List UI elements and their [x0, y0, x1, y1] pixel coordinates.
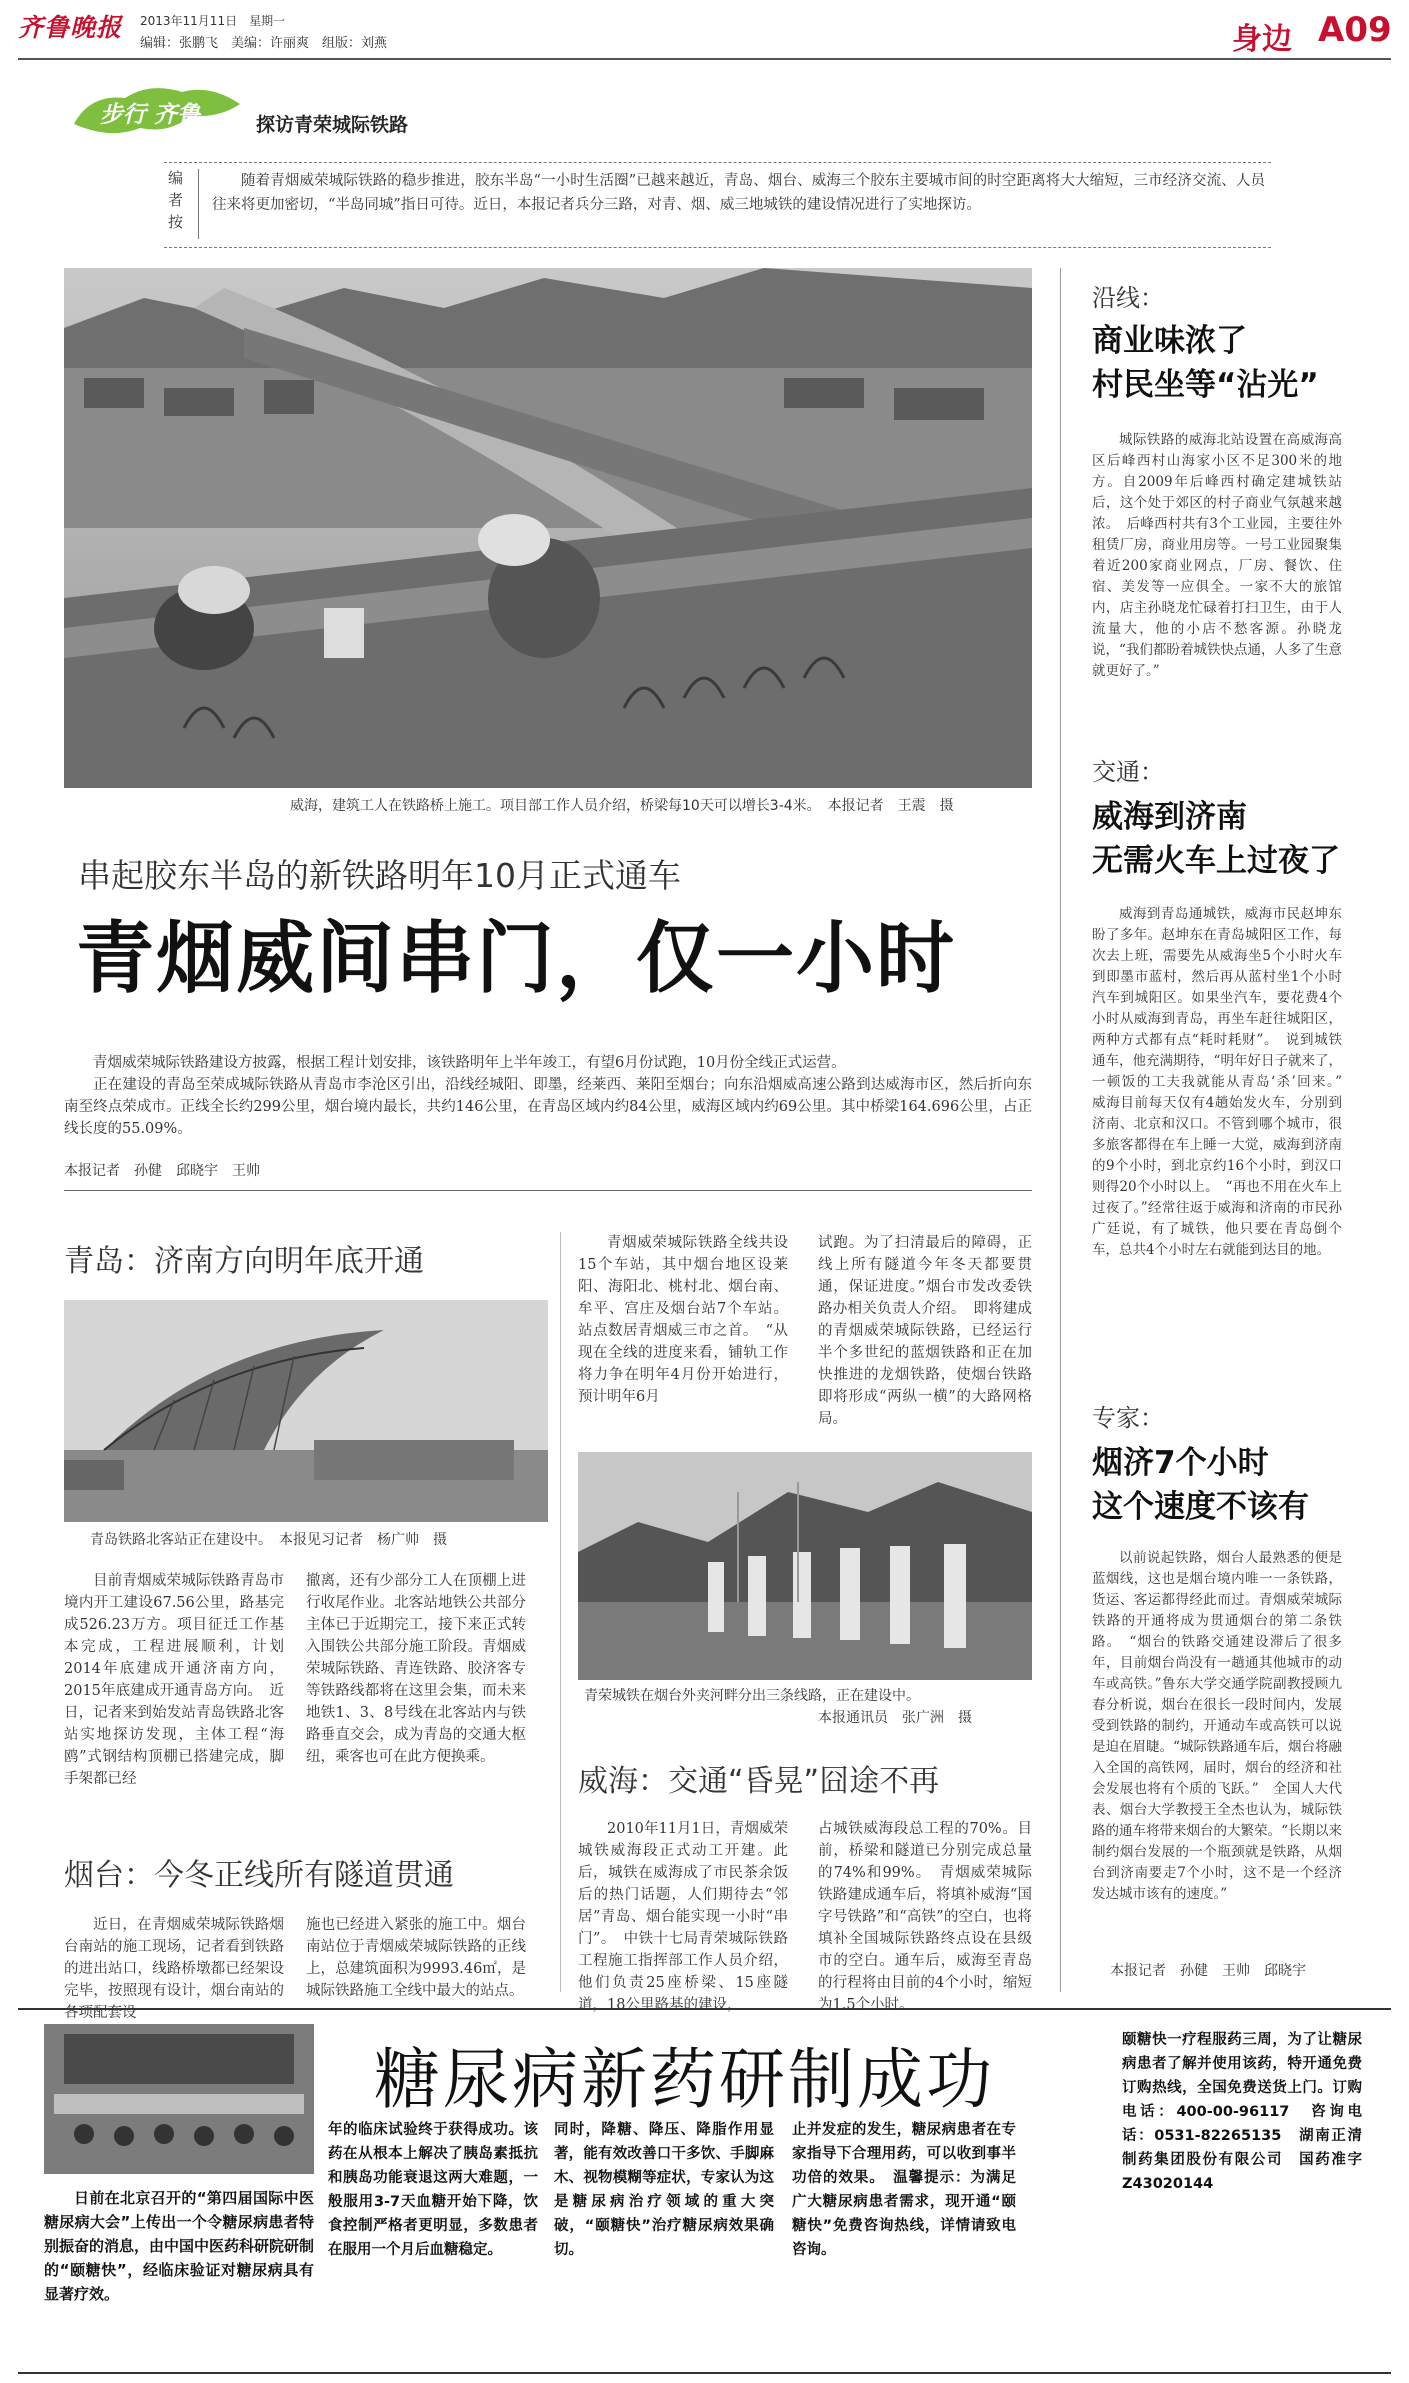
sidebar-s3-text: 以前说起铁路，烟台人最熟悉的便是蓝烟线，这也是烟台境内唯一一条铁路，货运、客运都得经此而过。青烟威荣城际铁路的开通将成为贯通烟台的第二条铁路。 “烟台的铁路交通建设滞后了很多年，目前烟台尚没有一趟通其他城市的动车或高铁。”鲁东大学交通学院副教授顾九春分析说，烟台在很长一段时间内，发展受到铁路的制约，开通动车或高铁可以说是迫在眉睫。“城际铁路通车后，烟台将融入全国的高铁网，届时，烟台的经济和社会发展也将有个质的飞跃。” 全国人大代表、烟台大学教授王全杰也认为，城际铁路的通车将带来烟台的大繁荣。“长期以来制约烟台发展的一个瓶颈就是铁路，从烟台到济南要走7个小时，这不是一个经济发达城市该有的速度。” — [1092, 1550, 1342, 1902]
middle-divider — [560, 1232, 561, 1992]
sidebar-s2-body — [1092, 904, 1356, 1261]
sidebar-s2-text: 威海到青岛通城铁，威海市民赵坤东盼了多年。赵坤东在青岛城阳区工作，每次去上班，需要先从威海坐5个小时火车到即墨市蓝村，然后再从蓝村坐1个小时汽车到城阳区。如果坐汽车，要花费4个小时从威海到青岛，再坐车赶往城阳区，两种方式都有点“耗时耗财”。 说到城铁通车，他充满期待，“明年好日子就来了，一顿饭的工夫我就能从青岛‘杀’回来。” 威海目前每天仅有4趟始发火车，分别到济南、北京和汉口。不管到哪个城市，很多旅客都得在车上睡一大觉，威海到济南的9个小时，到北京约16个小时，到汉口则得20个小时以上。 “再也不用在火车上过夜了。”经常往返于威海和济南的市民孙广廷说，有了城铁，他只要在青岛倒个车，总共4个小时左右就能到达目的地。 — [1092, 906, 1356, 1258]
series-logo — [70, 74, 245, 146]
conference-photo — [44, 2024, 314, 2174]
sidebar-s1-title-2: 村民坐等“沾光” — [1092, 367, 1319, 403]
ad-photo — [44, 2024, 314, 2174]
sidebar-s3-title-1: 烟济7个小时 — [1092, 1445, 1269, 1481]
middle-col2 — [818, 1232, 1032, 1430]
sidebar-s2-label: 交通： — [1092, 758, 1164, 786]
middle-col2-text: 试跑。为了扫清最后的障碍，正线上所有隧道今年冬天都要贯通，保证进度。”烟台市发改委铁路办相关负责人介绍。 即将建成的青烟威荣城际铁路，已经运行半个多世纪的蓝烟铁路和正在加快推进的龙烟铁路，使烟台铁路即将形成“两纵一横”的大路网格局。 — [818, 1235, 1032, 1427]
lead-text — [64, 1052, 1032, 1140]
ad-col2-text: 年的临床试验终于获得成功。该药在从根本上解决了胰岛素抵抗和胰岛功能衰退这两大难题，一般服用3-7天血糖开始下降，饮食控制严格者更明显，多数患者在服用一个月后血糖稳定。 — [328, 2122, 538, 2258]
qingdao-photo — [64, 1300, 548, 1522]
sidebar-s3-label: 专家： — [1092, 1404, 1164, 1432]
sidebar-s1-body — [1092, 430, 1342, 682]
sidebar-s2-title-2: 无需火车上过夜了 — [1092, 843, 1340, 879]
ad-col1 — [44, 2186, 314, 2306]
sidebar-byline: 本报记者 孙健 王帅 邱晓宇 — [1110, 1963, 1306, 1979]
bridge-construction-photo — [64, 268, 1032, 788]
main-photo — [64, 268, 1032, 788]
header-rule — [18, 58, 1391, 60]
middle-photo-caption-1: 青荣城铁在烟台外夹河畔分出三条线路，正在建设中。 — [584, 1688, 920, 1704]
yantai-title: 烟台：今冬正线所有隧道贯通 — [64, 1858, 454, 1893]
page-number: A09 — [1318, 10, 1392, 50]
lead-paragraph-2: 正在建设的青岛至荣成城际铁路从青岛市李沧区引出，沿线经城阳、即墨，经莱西、莱阳至烟台；向东沿烟威高速公路到达威海市区，然后折向东南至终点荣成市。正线全长约299公里，烟台境内最长，共约146公里，在青岛区域内约84公里，威海区域内约69公里。其中桥梁164.696公里，占正线长度的55.09%。 — [64, 1077, 1032, 1137]
yantai-col2-text: 施也已经进入紧张的施工中。烟台南站位于青烟威荣城际铁路的正线上，总建筑面积为9993.46㎡，是城际铁路施工全线中最大的站点。 — [306, 1917, 526, 1999]
masthead-text: 齐鲁晚报 — [18, 13, 123, 42]
ad-col5 — [1122, 2028, 1362, 2196]
qingdao-title: 青岛：济南方向明年底开通 — [64, 1244, 424, 1279]
editors-line: 编辑：张鹏飞 美编：许丽爽 组版：刘燕 — [140, 36, 388, 51]
viaduct-piers-photo — [578, 1452, 1032, 1680]
masthead — [18, 8, 130, 42]
sidebar-s1-title-1: 商业味浓了 — [1092, 323, 1247, 359]
main-photo-caption: 威海，建筑工人在铁路桥上施工。项目部工作人员介绍，桥梁每10天可以增长3-4米。 本报记者 王震 摄 — [290, 798, 954, 814]
ad-col5-text: 颐糖快一疗程服药三周，为了让糖尿病患者了解并使用该药，特开通免费订购热线，全国免费送货上门。订购电话：400-00-96117 咨询电话：0531-82265135 湖南正清制药集团股份有限公司 国药准字Z43020144 — [1122, 2032, 1362, 2192]
editor-note-label: 编者按 — [168, 169, 184, 231]
lead-byline: 本报记者 孙健 邱晓宇 王帅 — [64, 1163, 260, 1179]
column-divider — [1060, 268, 1061, 1992]
ad-box — [18, 2008, 1391, 2374]
ad-col2 — [328, 2118, 538, 2262]
lead-paragraph-1: 青烟威荣城际铁路建设方披露，根据工程计划安排，该铁路明年上半年竣工，有望6月份试跑，10月份全线正式运营。 — [93, 1055, 846, 1071]
editor-note-text: 随着青烟威荣城际铁路的稳步推进，胶东半岛“一小时生活圈”已越来越近，青岛、烟台、威海三个胶东主要城市间的时空距离将大大缩短，三市经济交流、人员往来将更加密切，“半岛同城”指日可待。近日，本报记者兵分三路，对青、烟、威三地城铁的建设情况进行了实地探访。 — [212, 173, 1265, 213]
middle-col1 — [578, 1232, 788, 1408]
qingdao-col1-text: 目前青烟威荣城际铁路青岛市境内开工建设67.56公里，路基完成526.23万方。项目征迁工作基本完成，工程进展顺利，计划2014年底建成开通济南方向，2015年底建成开通青岛方向。 近日，记者来到始发站青岛铁路北客站实地探访发现，主体工程“海鸥”式钢结构顶棚已搭建完成，脚手架都已经 — [64, 1573, 284, 1787]
ad-col4-text: 止并发症的发生，糖尿病患者在专家指导下合理用药，可以收到事半功倍的效果。 温馨提示：为满足广大糖尿病患者需求，现开通“颐糖快”免费咨询热线，详情请致电咨询。 — [792, 2122, 1016, 2258]
weihai-col2-text: 占城铁威海段总工程的70%。目前，桥梁和隧道已分别完成总量的74%和99%。 青烟威荣城际铁路建成通车后，将填补威海“国字号铁路”和“高铁”的空白，也将填补全国城际铁路终点设在县级市的空白。通车后，威海至青岛的行程将由目前的4个小时，缩短为1.5个小时。 — [818, 1821, 1032, 2013]
series-logo-text: 步行 齐鲁 — [100, 102, 201, 128]
qingdao-col2-text: 撤离，还有少部分工人在顶棚上进行收尾作业。北客站地铁公共部分主体已于近期完工，接下来正式转入围铁公共部分施工阶段。青烟威荣城际铁路、青连铁路、胶济客专等铁路线都将在这里会集，而未来地铁1、3、8号线在北客站内与铁路垂直交会，成为青岛的交通大枢纽，乘客也可在此方便换乘。 — [306, 1573, 526, 1765]
weihai-title: 威海：交通“昏晃”囧途不再 — [578, 1764, 940, 1799]
qingdao-col1 — [64, 1570, 284, 1790]
editor-note-divider — [198, 169, 199, 239]
issue-date: 2013年11月11日 星期一 — [140, 14, 286, 28]
yantai-col2 — [306, 1914, 526, 2002]
headline-kicker: 串起胶东半岛的新铁路明年10月正式通车 — [78, 856, 681, 895]
sidebar-s2-title-1: 威海到济南 — [1092, 799, 1247, 835]
section-name: 身边 — [1232, 22, 1292, 57]
sidebar-s3-body — [1092, 1548, 1342, 1905]
ad-col4 — [792, 2118, 1016, 2262]
middle-col1-text: 青烟威荣城际铁路全线共设15个车站，其中烟台地区设莱阳、海阳北、桃村北、烟台南、牟平、宫庄及烟台站7个车站。站点数居青烟威三市之首。 “从现在全线的进度来看，铺轨工作将力争在明年4月份开始进行，预计明年6月 — [578, 1235, 788, 1405]
ad-col1-text: 日前在北京召开的“第四届国际中医糖尿病大会”上传出一个令糖尿病患者特别振奋的消息，由中国中医药科研院研制的“颐糖快”，经临床验证对糖尿病具有显著疗效。 — [44, 2189, 315, 2303]
lead-rule — [64, 1190, 1032, 1191]
sidebar-s1-label: 沿线： — [1092, 284, 1164, 312]
station-roof-photo — [64, 1300, 548, 1522]
sidebar-s3-title-2: 这个速度不该有 — [1092, 1489, 1309, 1525]
ad-col3 — [554, 2118, 774, 2262]
middle-photo — [578, 1452, 1032, 1680]
ad-title: 糖尿病新药研制成功 — [374, 2041, 995, 2118]
qingdao-col2 — [306, 1570, 526, 1768]
weihai-col1 — [578, 1818, 788, 2016]
yantai-col1-text: 近日，在青烟威荣城际铁路烟台南站的施工现场，记者看到铁路的进出站口，线路桥墩都已经架设完毕，按照现有设计，烟台南站的各项配套设 — [64, 1917, 284, 2021]
sidebar-s1-text: 城际铁路的威海北站设置在高威海高区后峰西村山海家小区不足300米的地方。自2009年后峰西村确定建城铁站后，这个处于郊区的村子商业气氛越来越浓。 后峰西村共有3个工业园，主要往外租赁厂房，商业用房等。一号工业园聚集着近200家商业网点，厂房、餐饮、住宿、美发等一应俱全。一家不大的旅馆内，店主孙晓龙忙碌着打扫卫生，由于人流量大，他的小店不愁客源。孙晓龙说，“我们都盼着城铁快点通，人多了生意就更好了。” — [1092, 432, 1342, 679]
middle-photo-caption-2: 本报通讯员 张广洲 摄 — [818, 1710, 972, 1726]
ad-col3-text: 同时，降糖、降压、降脂作用显著，能有效改善口干多饮、手脚麻木、视物模糊等症状，专家认为这是糖尿病治疗领域的重大突破，“颐糖快”治疗糖尿病效果确切。 — [554, 2122, 774, 2258]
headline-title: 青烟威间串门，仅一小时 — [76, 914, 957, 1004]
editor-note — [164, 162, 1271, 248]
weihai-col2 — [818, 1818, 1032, 2016]
weihai-col1-text: 2010年11月1日，青烟威荣城铁威海段正式动工开建。此后，城铁在威海成了市民茶余饭后的热门话题，人们期待去“邻居”青岛、烟台能实现一小时“串门”。 中铁十七局青荣城际铁路工程施工指挥部工作人员介绍，他们负责25座桥梁、15座隧道，18公里路基的建设， — [578, 1821, 788, 2013]
qingdao-photo-caption: 青岛铁路北客站正在建设中。 本报见习记者 杨广帅 摄 — [90, 1532, 447, 1548]
series-title: 探访青荣城际铁路 — [256, 114, 409, 136]
